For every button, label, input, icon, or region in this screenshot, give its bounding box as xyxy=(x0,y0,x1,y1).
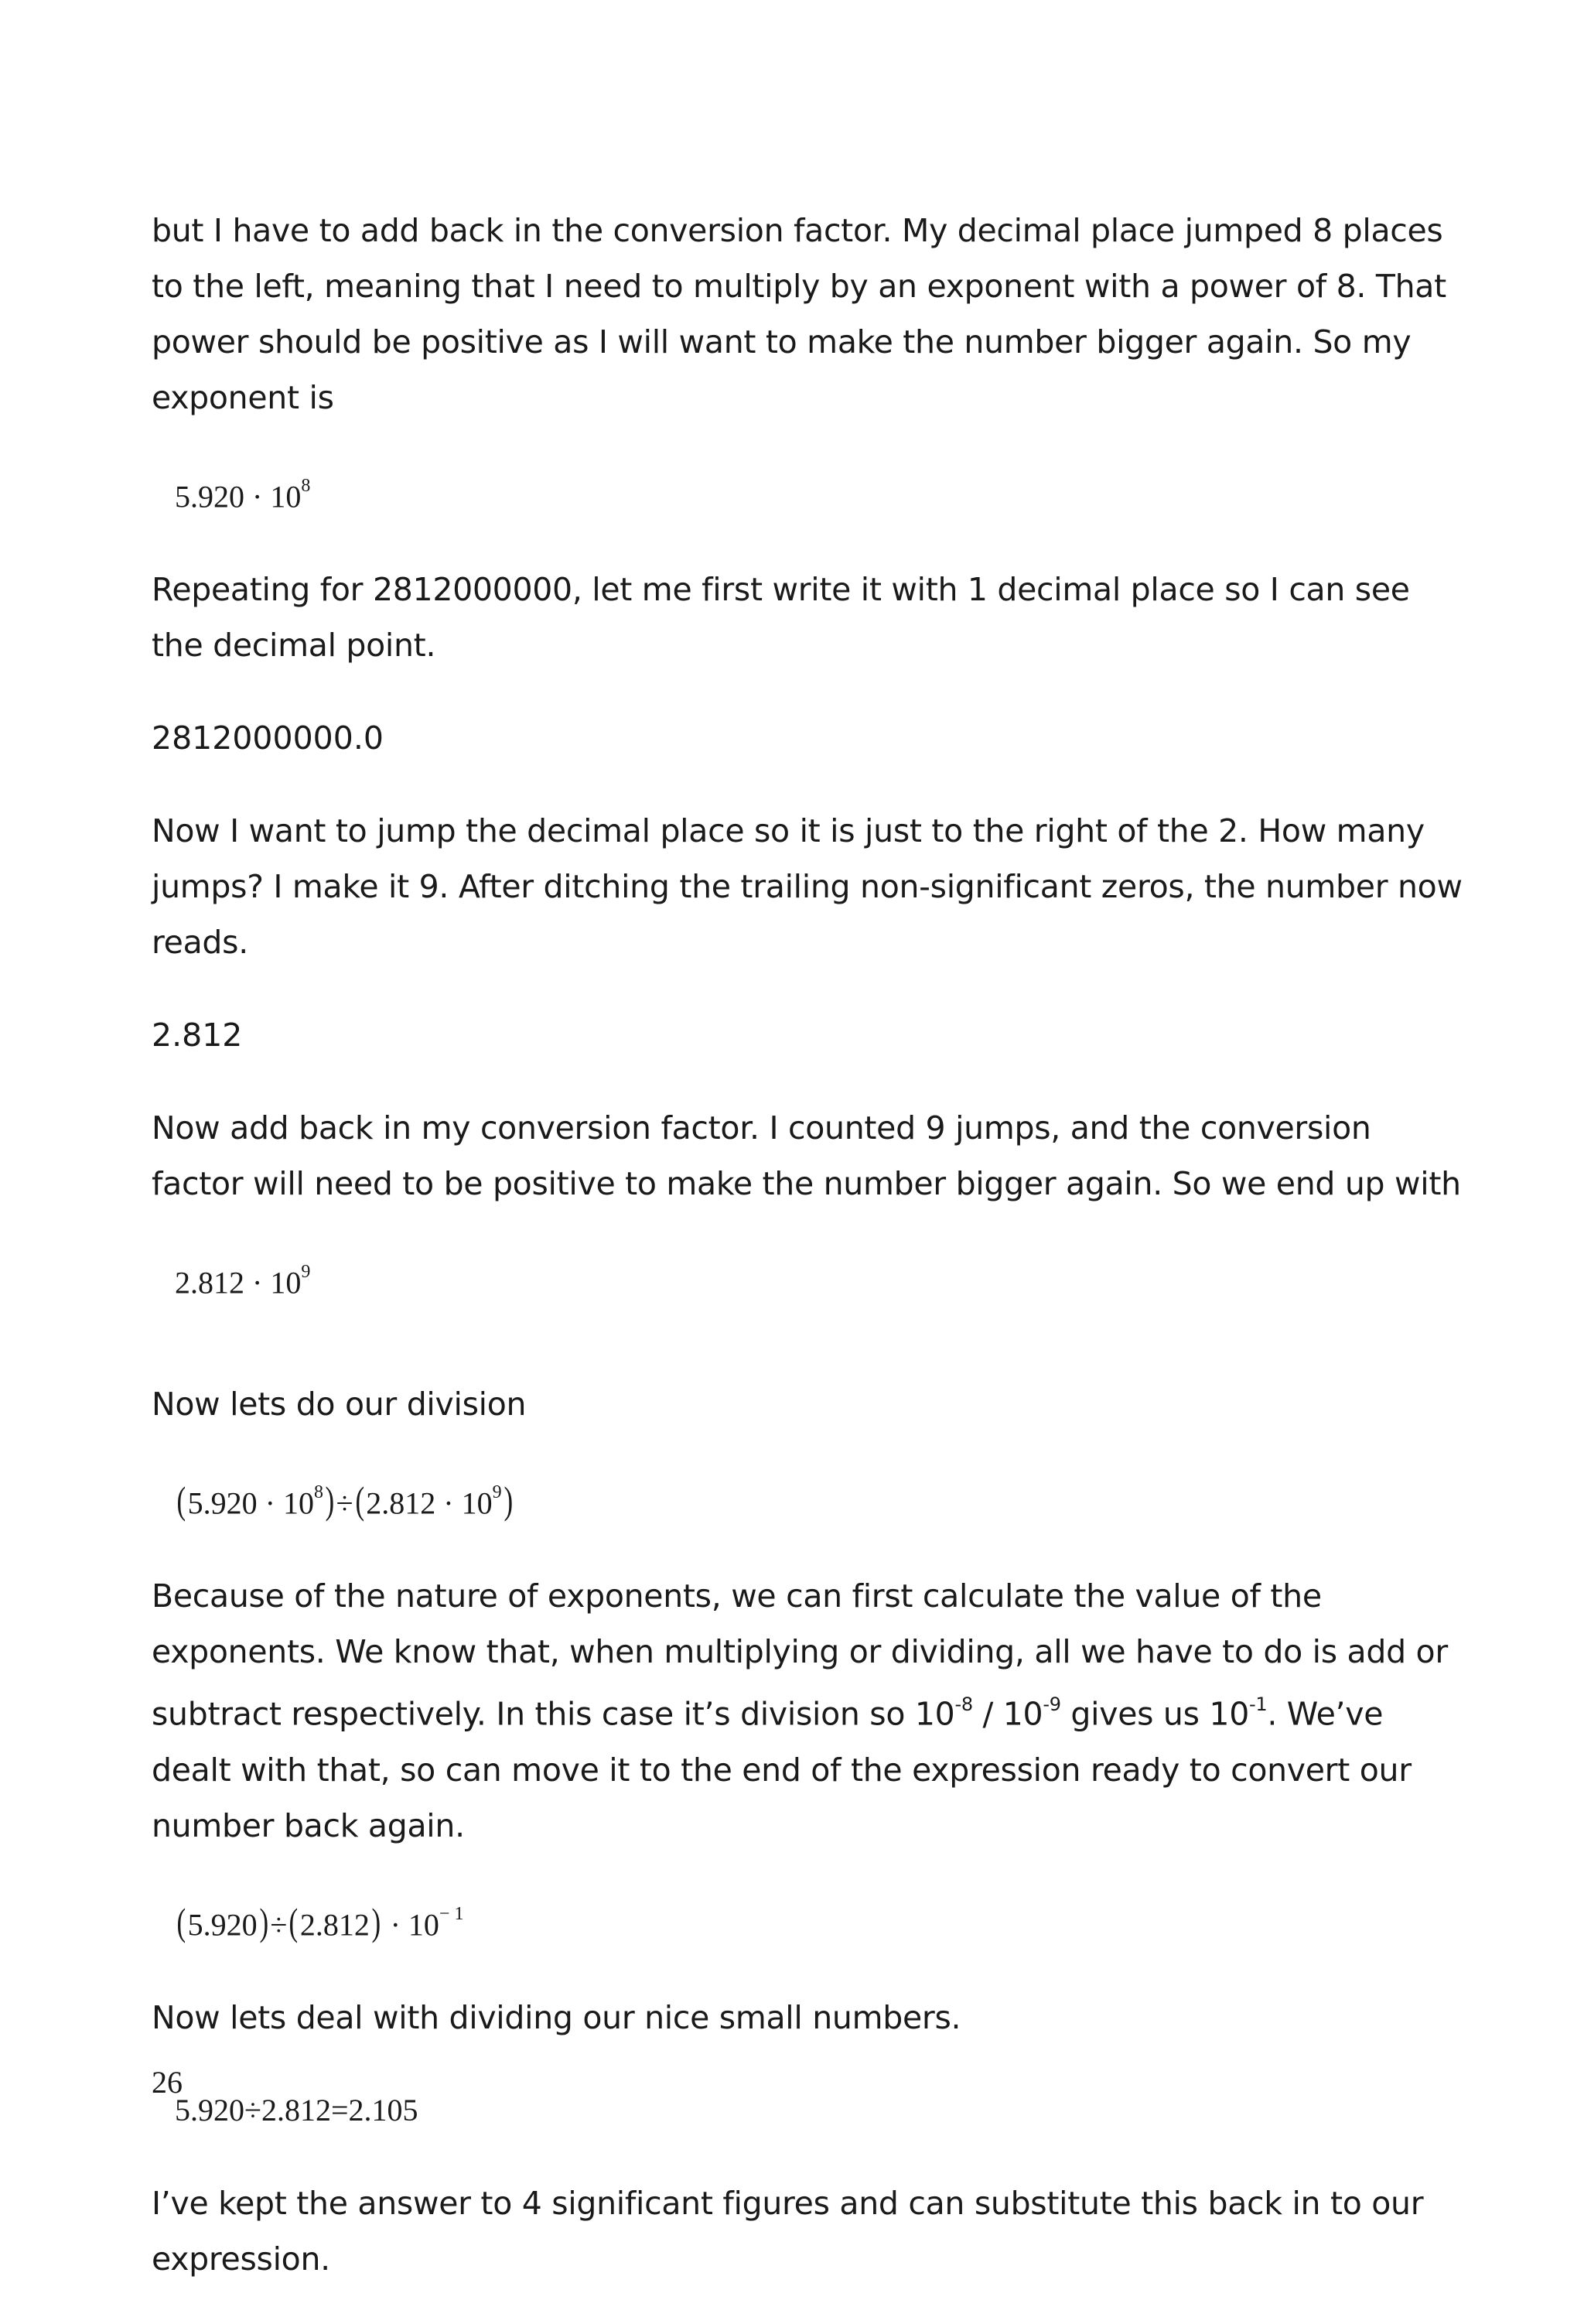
equation-term-b: 2.812 · 10 xyxy=(366,1485,493,1520)
number-shifted: 2.812 xyxy=(152,1017,243,1054)
equation-base: 5.920 · 10 xyxy=(175,479,302,514)
equation-exponent: − 1 xyxy=(439,1903,464,1924)
equation-5920-scientific xyxy=(175,463,1466,525)
page-number: 26 xyxy=(152,2065,183,2100)
equation-exponent: 8 xyxy=(301,476,311,496)
equation-base: 2.812 · 10 xyxy=(175,1265,302,1300)
paragraph-significant-figures: I’ve kept the answer to 4 significant figures and can substitute this back in to our expression. xyxy=(152,2184,1424,2278)
division-operator: ÷ xyxy=(270,1906,288,1942)
paragraph-exponent-rules: Because of the nature of exponents, we can first calculate the value of the exponents. We know that, when multiplying or dividing, all we have to do is add or subtract respectively. In this case it’s division so $10^{-8} / 10^{-9}$ gives us $10^{-1}$. We’ve dealt with that, so can move it to the end of the expression ready to convert our number back again. xyxy=(152,1577,1448,1844)
equation-division: $(5.920 \cdot 10^8)\div(2.812 \cdot 10^9)$ xyxy=(176,1478,513,1522)
number-with-decimal: 2812000000.0 xyxy=(152,719,384,757)
paragraph-add-conversion: Now add back in my conversion factor. I counted 9 jumps, and the conversion factor will need to be positive to make the number bigger again. So we end up with xyxy=(152,1109,1461,1203)
paragraph-repeating: Repeating for 2812000000, let me first write it with 1 decimal place so I can see the decimal point. xyxy=(152,571,1410,665)
equation-2812-scientific xyxy=(175,1249,1466,1311)
equation-term-a: 5.920 · 10 xyxy=(187,1485,314,1520)
equation-reduced-division: $(5.920)\div(2.812) \cdot 10^{- 1}$ xyxy=(176,1899,464,1943)
paragraph-conversion-factor: but I have to add back in the conversion factor. My decimal place jumped 8 places to the left, meaning that I need to multiply by an exponent with a power of 8. That power should be positive as I will want to make the number bigger again. So my exponent is xyxy=(152,212,1446,416)
division-operator: ÷ xyxy=(336,1485,353,1520)
equation-exponent: 9 xyxy=(301,1262,311,1283)
paragraph-division-intro: Now lets do our division xyxy=(152,1385,527,1423)
paragraph-small-numbers: Now lets deal with dividing our nice small numbers. xyxy=(152,1998,961,2036)
equation-exponent-b: 9 xyxy=(492,1482,502,1502)
equation-result: 5.920÷2.812=2.105 xyxy=(175,2092,418,2127)
equation-tail: · 10 xyxy=(382,1906,439,1942)
equation-term-a: 5.920 xyxy=(187,1906,258,1942)
equation-exponent-a: 8 xyxy=(313,1482,323,1502)
document-page xyxy=(152,203,1466,2324)
paragraph-jump-decimal: Now I want to jump the decimal place so it is just to the right of the 2. How many jumps? I make it 9. After ditching the trailing non-significant zeros, the number now reads. xyxy=(152,812,1463,962)
equation-term-b: 2.812 xyxy=(299,1906,370,1942)
